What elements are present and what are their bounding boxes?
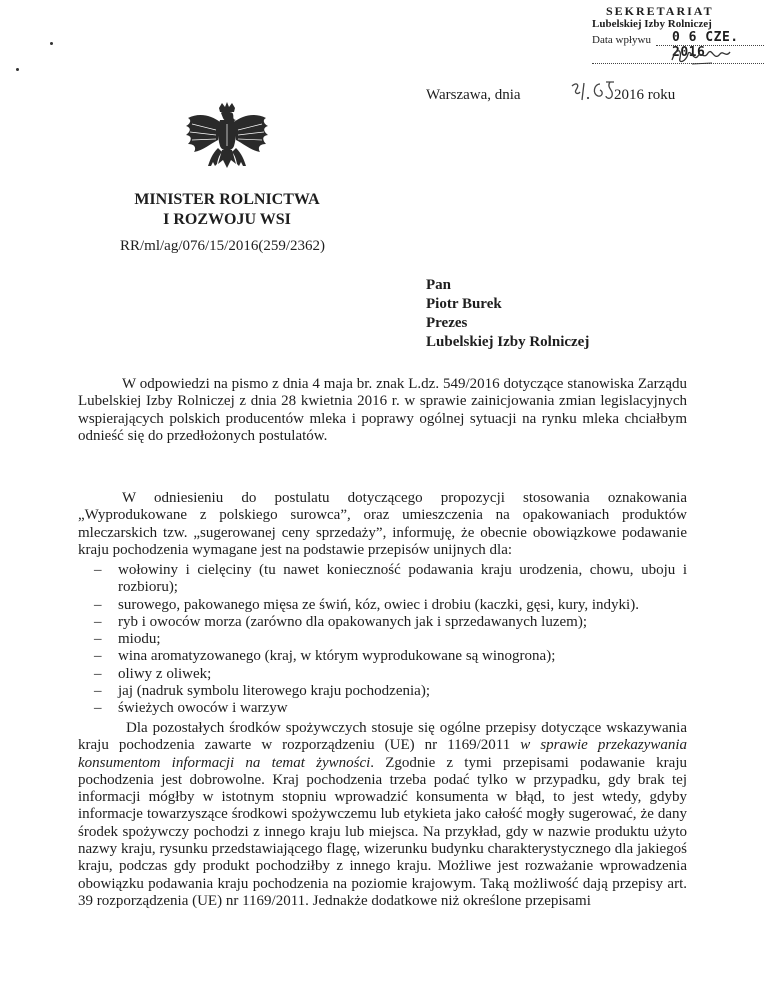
sender-heading: [128, 190, 326, 230]
list-dash: –: [94, 596, 102, 613]
list-item: [90, 562, 687, 597]
scan-speck: [50, 42, 53, 45]
list-item: [90, 614, 687, 631]
regulation-title-italic: w sprawie przekazywania konsumentom informacji na temat żywności: [78, 737, 688, 771]
list-dash: –: [94, 562, 102, 578]
date-place: Warszawa, dnia: [426, 87, 521, 103]
list-dash: –: [94, 700, 102, 717]
list-dash: –: [94, 613, 102, 630]
list-item: [90, 683, 687, 700]
stamp-initials-signature: [668, 44, 734, 68]
reference-number: RR/ml/ag/076/15/2016(259/2362): [120, 238, 325, 254]
list-dash: –: [94, 631, 102, 648]
origin-requirements-list: [90, 562, 687, 718]
paragraph-1: W odpowiedzi na pismo z dnia 4 maja br. znak L.dz. 549/2016 dotyczące stanowiska Zarządu Lubelskiej Izby Rolniczej z dnia 28 kwietnia 2016 r. w sprawie zainicjowania zmian legislacyjnych wspierających polskich producentów mleka i poprawy ogólnej sytuacji na rynku mleka chciałbym odnieść się do przedłożonych postulatów.: [78, 376, 687, 444]
addressee-block: [426, 276, 589, 352]
stamp-received-date: 0 6 CZE. 2016: [672, 30, 739, 60]
paragraph-2: W odniesieniu do postulatu dotyczącego propozycji stosowania oznakowania „Wyprodukowane z polskiego surowca”, oraz umieszczenia na opakowaniach produktów mleczarskich tzw. „sugerowanej ceny sprzedaży”, informuję, że obecnie obowiązkowe podawanie kraju pochodzenia wymagane jest na podstawie przepisów unijnych dla:: [78, 490, 687, 558]
stamp-title: SEKRETARIAT: [606, 4, 714, 18]
list-item-text: ryb i owoców morza (zarówno dla opakowanych jak i sprzedawanych luzem);: [118, 613, 587, 630]
addressee-line: Lubelskiej Izby Rolniczej: [426, 334, 590, 350]
stamp-received-label: Data wpływu: [592, 34, 651, 46]
paragraph-3-part-2: . Zgodnie z tymi przepisami podawanie kraju pochodzenia jest dobrowolne. Kraj pochodzenia trzeba podać tylko w przypadku, gdy brak tej informacji mógłby w istotnym stopniu wprowadzić konsumenta w błąd, to jest wtedy, gdyby informacje towarzyszące środkowi spożywczemu lub etykieta jako całość mogły sugerować, że dany środek spożywczy pochodzi z innego kraju lub miejsca. Na przykład, gdy w nazwie produktu użyto nazwy kraju, rysunku przedstawiającego flagę, wizerunku budynku charakterystycznego dla jakiegoś kraju, podczas gdy produkt pochodziłby z innego kraju. Możliwe jest rozważanie wprowadzenia obowiązku podawania kraju pochodzenia na poziomie krajowym. Taką możliwość dają przepisy art. 39 rozporządzenia (UE) nr 1169/2011. Jednakże dodatkowe niż określone przepisami: [78, 754, 687, 909]
list-item-text: wina aromatyzowanego (kraj, w którym wyprodukowane są winogrona);: [118, 648, 556, 665]
list-item-text: świeżych owoców i warzyw: [118, 700, 288, 717]
list-item: [90, 666, 687, 683]
list-dash: –: [94, 683, 102, 700]
handwritten-day-month: [566, 78, 618, 104]
scan-speck: [16, 68, 19, 71]
list-dash: –: [94, 665, 102, 682]
polish-eagle-emblem-icon: [180, 102, 274, 186]
list-item-text: miodu;: [118, 631, 161, 648]
paragraph-3: [78, 720, 687, 910]
addressee-line: Pan: [426, 277, 452, 293]
date-year: 2016 roku: [614, 87, 676, 103]
list-item: [90, 631, 687, 648]
sender-line-1: MINISTER ROLNICTWA: [134, 191, 320, 208]
addressee-line: Piotr Burek: [426, 296, 502, 312]
stamp-organization: Lubelskiej Izby Rolniczej: [592, 18, 712, 30]
list-item-text: surowego, pakowanego mięsa ze świń, kóz, owiec i drobiu (kaczki, gęsi, kury, indyki).: [118, 596, 639, 613]
list-item-text: jaj (nadruk symbolu literowego kraju pochodzenia);: [118, 683, 430, 700]
sender-line-2: I ROZWOJU WSI: [163, 211, 291, 228]
list-item-text: oliwy z oliwek;: [118, 665, 212, 682]
list-item: [90, 648, 687, 665]
addressee-line: Prezes: [426, 315, 468, 331]
list-dash: –: [94, 648, 102, 665]
list-item: [90, 700, 687, 717]
paragraph-3-part-1: Dla pozostałych środków spożywczych stosuje się ogólne przepisy dotyczące wskazywania kraju pochodzenia zawarte w rozporządzeniu (UE) nr 1169/2011: [78, 720, 687, 754]
list-item-text: wołowiny i cielęciny (tu nawet konieczność podawania kraju urodzenia, chowu, uboju i rozbioru);: [118, 562, 687, 596]
list-item: [90, 597, 687, 614]
